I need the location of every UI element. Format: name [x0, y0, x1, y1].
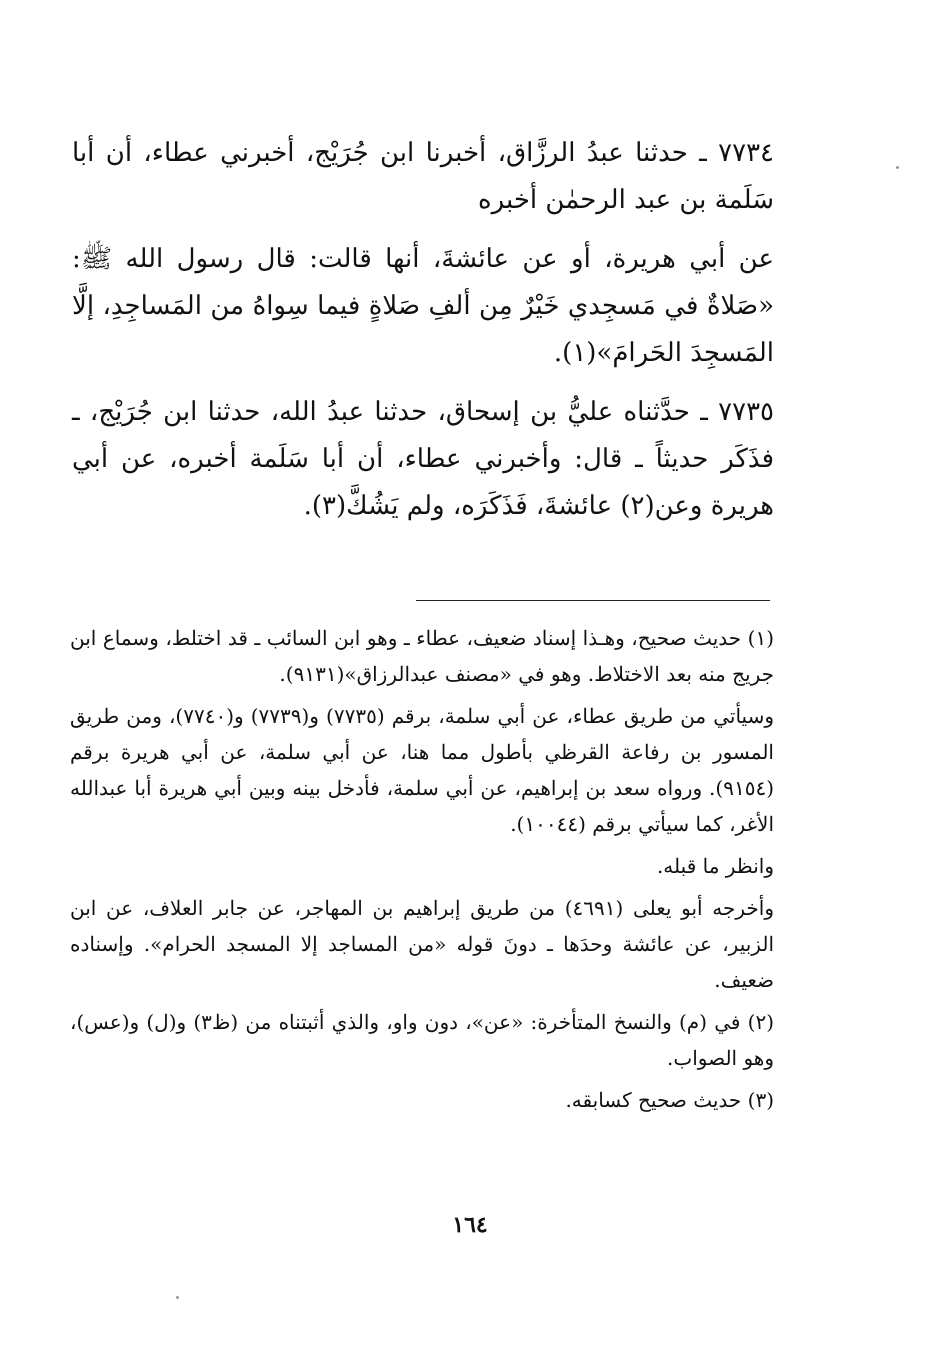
- footnote-3: (٣) حديث صحيح كسابقه.: [565, 1088, 774, 1112]
- page-number: ١٦٤: [452, 1212, 488, 1238]
- footnote-2: (٢) في (م) والنسخ المتأخرة: «عن»، دون واو، والذي أثبتناه من (ظ٣) و(ل) و(عس)، وهو الصواب.: [70, 1010, 775, 1070]
- hadith-7735: ٧٧٣٥ ـ حدَّثناه عليُّ بن إسحاق، حدثنا عبدُ الله، حدثنا ابن جُرَيْج، ـ فذَكَر حديثاً ـ قال: وأخبرني عطاء، أن أبا سَلَمة أخبره، عن أبي هريرة وعن(٢) عائشةَ، فَذَكَرَه، ولم يَشُكَّ(٣).: [72, 397, 774, 521]
- footnote-1-abu-yala: وأخرجه أبو يعلى (٤٦٩١) من طريق إبراهيم بن المهاجر، عن جابر العلاف، عن ابن الزبير، عن عائشة وحدَها ـ دونَ قوله «من المساجد إلا المسجد الحرام». وإسناده ضعيف.: [70, 896, 774, 992]
- hadith-text: [72, 130, 774, 530]
- scan-speck: [176, 1296, 179, 1299]
- footnote-1-continued: وسيأتي من طريق عطاء، عن أبي سلمة، برقم (٧٧٣٥) و(٧٧٣٩) و(٧٧٤٠)، ومن طريق المسور بن رفاعة القرظي بأطول مما هنا، عن أبي سلمة، عن أبي هريرة برقم (٩١٥٤). ورواه سعد بن إبراهيم، عن أبي سلمة، فأدخل بينه وبين أبي هريرة أبا عبدالله الأغر، كما سيأتي برقم (١٠٠٤٤).: [70, 704, 774, 836]
- footnote-1: (١) حديث صحيح، وهـذا إسناد ضعيف، عطاء ـ وهو ابن السائب ـ قد اختلط، وسماع ابن جريج منه بعد الاختلاط. وهو في «مصنف عبدالرزاق»(٩١٣١).: [70, 626, 774, 686]
- footnote-separator: [416, 600, 770, 601]
- scan-speck: [896, 166, 899, 169]
- hadith-7734-isnad: ٧٧٣٤ ـ حدثنا عبدُ الرزَّاق، أخبرنا ابن جُرَيْج، أخبرني عطاء، أن أبا سَلَمة بن عبد الرحمٰن أخبره: [72, 138, 774, 215]
- hadith-7734-matn: عن أبي هريرة، أو عن عائشةَ، أنها قالت: قال رسول الله ﷺ: «صَلاةٌ في مَسجِدي خَيْرٌ مِن ألفِ صَلاةٍ فيما سِواهُ من المَساجِدِ، إلَّا المَسجِدَ الحَرامَ»(١).: [72, 244, 774, 368]
- footnote-1-see-previous: وانظر ما قبله.: [656, 854, 774, 878]
- footnotes: [70, 620, 774, 1118]
